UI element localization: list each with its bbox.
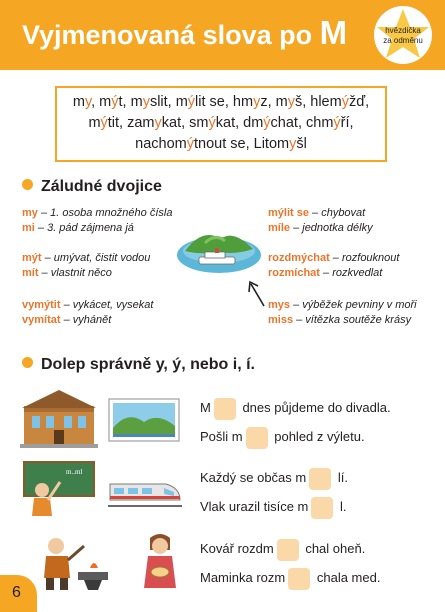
- word-text: m: [72, 94, 85, 110]
- highlighted-letter: ý: [333, 115, 341, 131]
- word-text: t, m: [118, 94, 143, 110]
- highlighted-letter: ý: [208, 115, 216, 131]
- highlighted-letter: ý: [186, 136, 194, 152]
- bullet-dot-icon: [22, 179, 33, 190]
- highlighted-letter: ý: [341, 94, 349, 110]
- arrow-icon: [246, 279, 268, 309]
- highlighted-letter: y: [84, 94, 92, 110]
- word-line-1: [57, 94, 385, 110]
- pair-rozmichat: rozmíchat – rozkvedlat: [268, 267, 383, 279]
- star-reward-badge: [372, 4, 434, 66]
- blacksmith-illustration: [26, 532, 118, 592]
- badge-text-line1: hvězdička: [385, 26, 421, 35]
- section-heading-pairs: Záludné dvojice: [22, 178, 162, 196]
- word-text: , m: [91, 94, 112, 110]
- exercise-sentence-3: Každý se občas m lí.: [200, 467, 348, 489]
- word-text: lit se, hm: [195, 94, 254, 110]
- exercise-sentence-2: Pošli m pohled z výletu.: [200, 426, 365, 448]
- vyjmenovana-slova-box: [55, 86, 387, 162]
- word-text: kat, dm: [215, 115, 264, 131]
- train-illustration: [108, 470, 182, 512]
- bullet-dot-icon: [22, 357, 33, 368]
- highlighted-letter: y: [289, 136, 297, 152]
- word-text: kat, sm: [161, 115, 209, 131]
- section-heading-exercise: Dolep správně y, ý, nebo i, í.: [22, 356, 255, 374]
- exercise-sentence-5: Kovář rozdm chal oheň.: [200, 538, 365, 560]
- word-text: chat, chm: [270, 115, 334, 131]
- mother-cooking-illustration: [138, 532, 182, 590]
- highlighted-letter: y: [142, 94, 150, 110]
- teacher-blackboard-illustration: [14, 460, 96, 518]
- exercise-sentence-6: Maminka rozm chala med.: [200, 567, 380, 589]
- highlighted-letter: ý: [100, 115, 108, 131]
- highlighted-letter: y: [154, 115, 162, 131]
- badge-text-line2: za odměnu: [383, 36, 423, 45]
- word-text: ří,: [340, 115, 354, 131]
- word-line-2: [57, 115, 385, 131]
- letter-gap-slot[interactable]: [246, 427, 268, 449]
- island-ship-illustration: [175, 221, 263, 277]
- pair-mi: mi – 3. pád zájmena já: [22, 222, 134, 234]
- pair-mys: mys – výběžek pevniny v moři: [268, 299, 417, 311]
- word-line-3: [57, 136, 385, 152]
- pair-mile: míle – jednotka délky: [268, 222, 373, 234]
- pair-vymitat: vymítat – vyhánět: [22, 314, 112, 326]
- exercise-sentence-1: M dnes půjdeme do divadla.: [200, 397, 391, 419]
- word-text: žď,: [348, 94, 370, 110]
- pair-rozdmychat: rozdmýchat – rozfouknout: [268, 252, 400, 264]
- page-number: 6: [12, 584, 21, 601]
- word-text: slit, m: [149, 94, 188, 110]
- word-text: nachom: [135, 136, 187, 152]
- highlighted-letter: ý: [111, 94, 119, 110]
- page-title: Vyjmenovaná slova po M: [22, 14, 348, 51]
- letter-gap-slot[interactable]: [214, 398, 236, 420]
- highlighted-letter: y: [253, 94, 261, 110]
- highlighted-letter: ý: [187, 94, 196, 110]
- word-text: m: [88, 115, 101, 131]
- letter-gap-slot[interactable]: [277, 539, 299, 561]
- theatre-building-illustration: [20, 388, 98, 448]
- pair-vymytit: vymýtit – vykácet, vysekat: [22, 299, 154, 311]
- letter-gap-slot[interactable]: [311, 497, 333, 519]
- word-text: tit, zam: [107, 115, 155, 131]
- pair-mit: mít – vlastnit něco: [22, 267, 112, 279]
- svg-text:m..ml: m..ml: [66, 468, 83, 476]
- letter-gap-slot[interactable]: [309, 468, 331, 490]
- highlighted-letter: y: [287, 94, 295, 110]
- postcard-illustration: [108, 398, 180, 442]
- pair-myt: mýt – umývat, čistit vodou: [22, 252, 151, 264]
- word-text: š, hlem: [294, 94, 342, 110]
- word-text: z, m: [260, 94, 288, 110]
- pair-my: my – 1. osoba množného čísla: [22, 207, 173, 219]
- pair-miss: miss – vítězka soutěže krásy: [268, 314, 412, 326]
- letter-gap-slot[interactable]: [288, 568, 310, 590]
- highlighted-letter: ý: [263, 115, 271, 131]
- word-text: šl: [296, 136, 307, 152]
- exercise-sentence-4: Vlak urazil tisíce m l.: [200, 496, 347, 518]
- pair-mylit-se: mýlit se – chybovat: [268, 207, 366, 219]
- word-text: tnout se, Litom: [194, 136, 290, 152]
